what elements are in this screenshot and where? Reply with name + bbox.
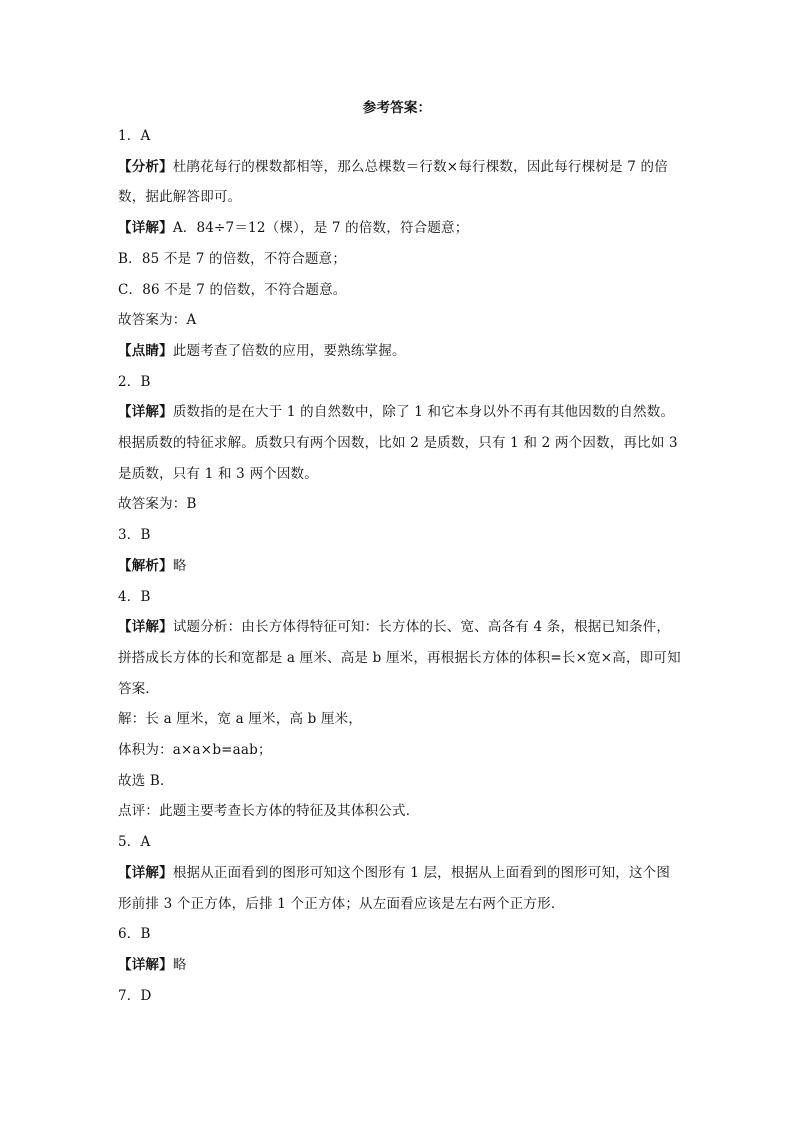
line-text: 故答案为：A — [118, 312, 197, 328]
line-text: 是质数，只有 1 和 3 两个因数。 — [118, 466, 318, 482]
line-text: 略 — [172, 558, 187, 574]
answer-line — [118, 556, 678, 576]
line-text: 7．D — [118, 988, 152, 1004]
answer-line — [118, 433, 678, 453]
section-tag: 【详解】 — [118, 957, 173, 973]
answer-line — [118, 494, 678, 514]
line-text: 试题分析：由长方体得特征可知：长方体的长、宽、高各有 4 条，根据已知条件， — [172, 619, 671, 635]
answer-line — [118, 986, 678, 1006]
section-tag: 【详解】 — [118, 619, 173, 635]
answer-line — [118, 863, 678, 883]
line-text: 质数指的是在大于 1 的自然数中，除了 1 和它本身以外不再有其他因数的自然数。 — [172, 404, 675, 420]
line-text: 4．B — [118, 589, 151, 605]
line-text: 此题考查了倍数的应用，要熟练掌握。 — [172, 343, 406, 359]
answer-line — [118, 464, 678, 484]
answer-line — [118, 187, 678, 207]
answer-line — [118, 157, 678, 177]
answer-line — [118, 525, 678, 545]
page-title: 参考答案： — [362, 100, 432, 116]
line-text: 数，据此解答即可。 — [118, 189, 242, 205]
line-text: 6．B — [118, 926, 151, 942]
line-text: 1．A — [118, 128, 151, 144]
line-text: 故选 B． — [118, 773, 174, 789]
answer-line — [118, 832, 678, 852]
answer-line — [118, 740, 678, 760]
line-text: A．84÷7＝12（棵），是 7 的倍数，符合题意； — [172, 220, 469, 236]
answer-line — [118, 249, 678, 269]
section-tag: 【详解】 — [118, 865, 173, 881]
answer-line — [118, 218, 678, 238]
answer-line — [118, 924, 678, 944]
answer-line — [118, 310, 678, 330]
answer-line — [118, 648, 681, 668]
line-text: 答案． — [118, 681, 160, 697]
section-tag: 【详解】 — [118, 220, 173, 236]
answer-line — [118, 801, 678, 821]
section-tag: 【解析】 — [118, 558, 173, 574]
section-tag: 【详解】 — [118, 404, 173, 420]
line-text: 5．A — [118, 834, 151, 850]
line-text: 3．B — [118, 527, 151, 543]
line-text: 2．B — [118, 374, 151, 390]
line-text: 略 — [172, 957, 187, 973]
answer-line — [118, 709, 678, 729]
answer-line — [118, 280, 678, 300]
line-text: 形前排 3 个正方体，后排 1 个正方体；从左面看应该是左右两个正方形． — [118, 896, 565, 912]
answer-line — [118, 955, 678, 975]
section-tag: 【点睛】 — [118, 343, 173, 359]
line-text: 点评：此题主要考查长方体的特征及其体积公式． — [118, 803, 420, 819]
line-text: 根据从正面看到的图形可知这个图形有 1 层，根据从上面看到的图形可知，这个图 — [172, 865, 671, 881]
answer-line — [118, 341, 678, 361]
answer-line — [118, 679, 678, 699]
line-text: 体积为：a×a×b=aab； — [118, 742, 272, 758]
line-text: 根据质数的特征求解。质数只有两个因数，比如 2 是质数，只有 1 和 2 两个因数，再比如 3 — [118, 435, 678, 451]
section-tag: 【分析】 — [118, 159, 173, 175]
line-text: 故答案为：B — [118, 496, 197, 512]
answer-line — [118, 372, 678, 392]
line-text: C．86 不是 7 的倍数，不符合题意。 — [118, 282, 347, 298]
answer-line — [118, 587, 678, 607]
line-text: 杜鹃花每行的棵数都相等，那么总棵数＝行数×每行棵数，因此每行棵树是 7 的倍 — [172, 159, 668, 175]
answer-line — [118, 617, 678, 637]
line-text: B．85 不是 7 的倍数，不符合题意； — [118, 251, 347, 267]
answer-line — [118, 894, 678, 914]
answer-line — [118, 402, 678, 422]
answer-line — [118, 771, 678, 791]
line-text: 拼搭成长方体的长和宽都是 a 厘米、高是 b 厘米，再根据长方体的体积=长×宽×高，即可知 — [118, 650, 681, 666]
line-text: 解：长 a 厘米，宽 a 厘米，高 b 厘米， — [118, 711, 363, 727]
answer-line — [118, 126, 678, 146]
